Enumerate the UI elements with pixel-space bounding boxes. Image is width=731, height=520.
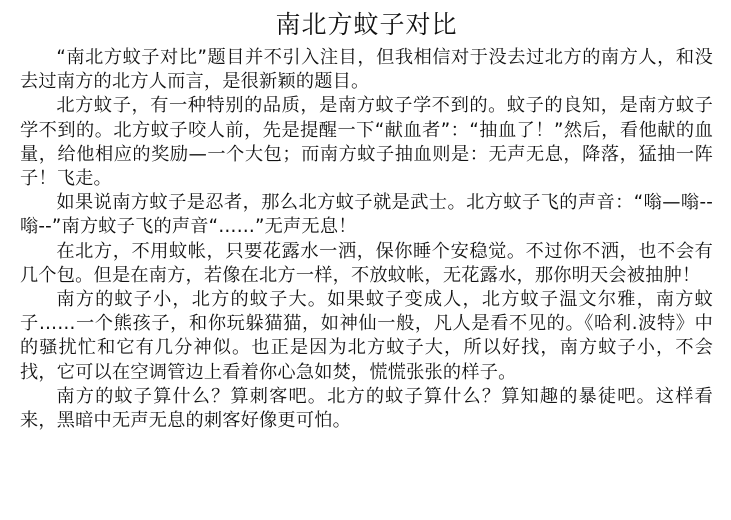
essay-paragraph-5: 南方的蚊子小，北方的蚊子大。如果蚊子变成人，北方蚊子温文尔雅，南方蚊子……一个熊孩子，和你玩躲猫猫，如神仙一般，凡人是看不见的。《哈利.波特》中的骚扰忙和它有几分神似。也正是因为北方蚊子大，所以好找，南方蚊子小，不会找，它可以在空调管边上看着你心急如焚，慌慌张张的样子。	[20, 289, 713, 383]
essay-paragraph-6: 南方的蚊子算什么？算刺客吧。北方的蚊子算什么？算知趣的暴徒吧。这样看来，黑暗中无声无息的刺客好像更可怕。	[20, 385, 713, 432]
essay-paragraph-1: “南北方蚊子对比”题目并不引入注目，但我相信对于没去过北方的南方人，和没去过南方的北方人而言，是很新颖的题目。	[20, 47, 713, 93]
essay-title: 南北方蚊子对比	[275, 10, 458, 39]
essay-paragraph-2: 北方蚊子，有一种特别的品质，是南方蚊子学不到的。蚊子的良知，是南方蚊子学不到的。北方蚊子咬人前，先是提醒一下“献血者”：“抽血了！”然后，看他献的血量，给他相应的奖励—一个大包；而南方蚊子抽血则是：无声无息，降落，猛抽一阵子！飞走。	[20, 95, 713, 190]
essay-paragraph-3: 如果说南方蚊子是忍者，那么北方蚊子就是武士。北方蚊子飞的声音：“嗡—嗡--嗡--”南方蚊子飞的声音“……”无声无息！	[20, 192, 713, 238]
essay-paragraph-4: 在北方，不用蚊帐，只要花露水一洒，保你睡个安稳觉。不过你不洒，也不会有几个包。但是在南方，若像在北方一样，不放蚊帐，无花露水，那你明天会被抽肿！	[20, 240, 713, 286]
